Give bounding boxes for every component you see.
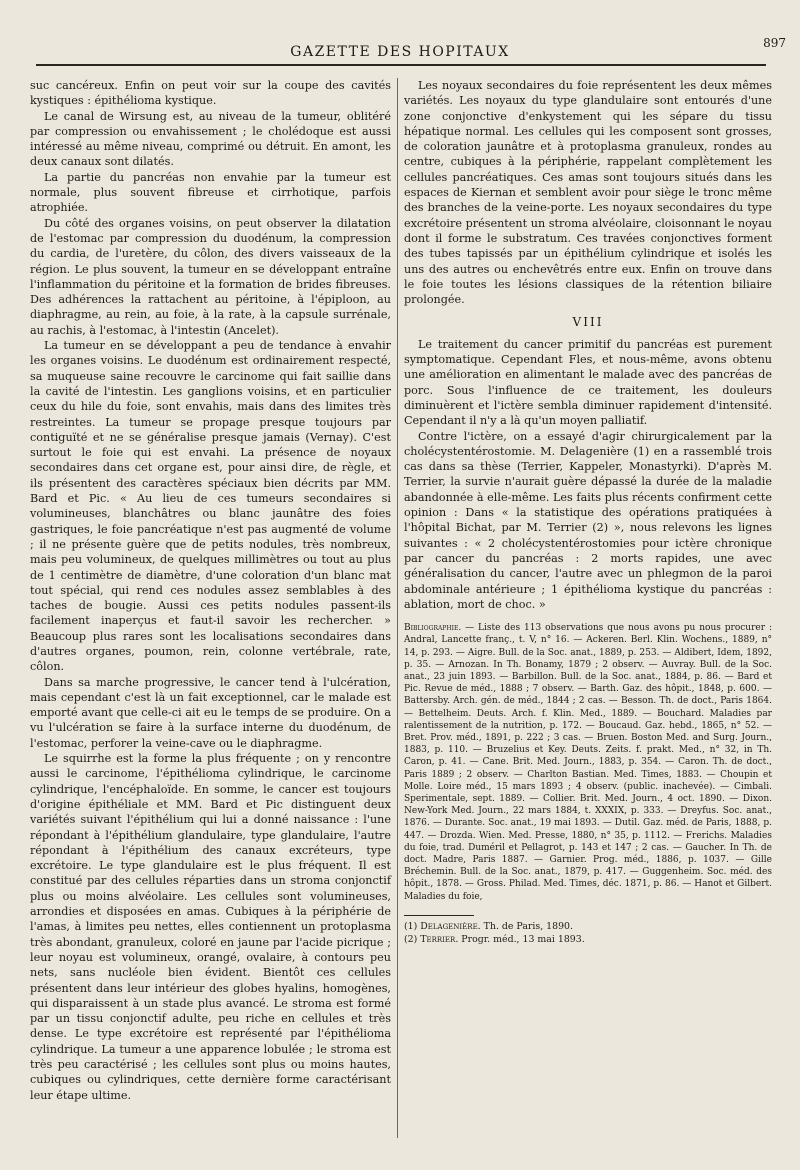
left-paragraph-6: Dans sa marche progressive, le cancer tend à l'ulcération, mais cependant c'est là un fait exceptionnel, car le malade est emporté avant que celle-ci ait eu le temps de se produire. On a vu l'ulcération se faire à la surface interne du duodénum, de l'estomac, perforer la veine-cave ou le diaphragme. xyxy=(30,675,391,750)
footnote-text: Th. de Paris, 1890. xyxy=(483,920,574,932)
left-paragraph-1: suc cancéreux. Enfin on peut voir sur la coupe des cavités kystiques : épithélioma kystique. xyxy=(30,79,391,108)
right-paragraph-1: Les noyaux secondaires du foie représentent les deux mêmes variétés. Les noyaux du type glandulaire sont entourés d'une zone conjonctive d'enkystement qui les sépare du tissu hépatique normal. Les cellules qui les composent sont grosses, de coloration jaunâtre et à protoplasma granuleux, rondes au centre, cubiques à la périphérie, rappelant complètement les cellules pancréatiques. Ces amas sont toujours situés dans les espaces de Kiernan et semblent avoir pour siège le tronc même des branches de la veine-porte. Les noyaux secondaires du type excrétoire présentent un stroma alvéolaire, cloisonnant le noyau dont il forme le substratum. Ces travées conjonctives forment des tubes tapissés par un épithélium cylindrique et isolés les uns des autres ou enchevêtrés entre eux. Enfin on trouve dans le foie toutes les lésions classiques de la rétention biliaire prolongée. xyxy=(404,79,772,307)
right-paragraph-3: Contre l'ictère, on a essayé d'agir chirurgicalement par la cholécystentérostomie. M. Delagenière (1) en a rassemblé trois cas dans sa thèse (Terrier, Kappeler, Monastyrki). D'après M. Terrier, la survie n'aurait guère dépassé la durée de la maladie abandonnée à elle-même. Les faits plus récents confirment cette opinion : Dans « la statistique des opérations pratiquées à l'hôpital Bichat, par M. Terrier (2) », nous relevons les lignes suivantes : « 2 cholécystentérostomies pour ictère chronique par cancer du pancréas : 2 morts rapides, une avec généralisation du cancer, l'autre avec un phlegmon de la paroi abdominale antérieure ; 1 épithélioma kystique du pancréas : ablation, mort de choc. » xyxy=(404,429,772,611)
footnote-1 xyxy=(404,920,772,933)
page-number: 897 xyxy=(763,36,786,50)
left-paragraph-7: Le squirrhe est la forme la plus fréquente ; on y rencontre aussi le carcinome, l'épithélioma cylindrique, le carcinome cylindrique, l'encéphaloïde. En somme, le cancer est toujours d'origine épithéliale et MM. Bard et Pic distinguent deux variétés suivant l'épithélium qui lui a donné naissance : l'une répondant à l'épithélium glandulaire, type glandulaire, l'autre répondant à l'épithélium des canaux excréteurs, type excrétoire. Le type glandulaire est le plus fréquent. Il est constitué par des cellules réparties dans un stroma conjonctif plus ou moins alvéolaire. Les cellules sont volumineuses, arrondies et disposées en amas. Cubiques à la périphérie de l'amas, à limites peu nettes, elles contiennent un protoplasma très abondant, granuleux, coloré en jaune par l'acide picrique ; leur noyau est volumineux, orangé, ovalaire, à contours peu nets, sans nucléole bien évident. Bientôt ces cellules présentent dans leur intérieur des globes hyalins, homogènes, qui disparaissent à un stade plus avancé. Le stroma est formé par un tissu conjonctif adulte, peu riche en cellules et très dense. Le type excrétoire est représenté par l'épithélioma cylindrique. La tumeur a une apparence lobulée ; le stroma est très peu caractérisé ; les cellules sont plus ou moins hautes, cubiques ou cylindriques, cette dernière forme caractérisant leur étape ultime. xyxy=(30,752,391,1102)
column-divider xyxy=(397,78,398,1138)
right-column xyxy=(404,78,772,946)
footnote-rule xyxy=(404,915,474,916)
bibliography-text: — Liste des 113 observations que nous avons pu nous procurer : Andral, Lancette franç., t. V, n° 16. — Ackeren. Berl. Klin. Wochens., 1889, n° 14, p. 293. — Aigre. Bull. de la Soc. anat., 1889, p. 253. — Aldibert, Idem, 1892, p. 35. — Arnozan. In Th. Bonamy, 1879 ; 2 observ. — Auvray. Bull. de la Soc. anat., 23 juin 1893. — Barbillon. Bull. de la Soc. anat., 1884, p. 86. — Bard et Pic. Revue de méd., 1888 ; 7 observ. — Barth. Gaz. des hôpit., 1848, p. 600. — Battersby. Arch. gén. de méd., 1844 ; 2 cas. — Besson. Th. de doct., Paris 1864. — Bettelheim. Deuts. Arch. f. Klin. Med., 1889. — Bouchard. Maladies par ralentissement de la nutrition, p. 172. — Boucaud. Gaz. hebd., 1865, n° 52. — Bret. Prov. méd., 1891, p. 222 ; 3 cas. — Bruen. Boston Med. and Surg. Journ., 1883, p. 110. — Bruzelius et Key. Deuts. Zeits. f. prakt. Med., n° 32, in Th. Caron, p. 41. — Cane. Brit. Med. Journ., 1883, p. 354. — Caron. Th. de doct., Paris 1889 ; 2 observ. — Charlton Bastian. Med. Times, 1883. — Choupin et Molle. Loire méd., 15 mars 1893 ; 4 observ. (public. inachevée). — Cimbali. Sperimentale, sept. 1889. — Collier. Brit. Med. Journ., 4 oct. 1890. — Dixon. New-York Med. Journ., 22 mars 1884, t. XXXIX, p. 333. — Dreyfus. Soc. anat., 1876. — Durante. Soc. anat., 19 mai 1893. — Dutil. Gaz. méd. de Paris, 1888, p. 447. — Drozda. Wien. Med. Presse, 1880, n° 35, p. 1112. — Frerichs. Maladies du foie, trad. Duméril et Pellagrot, p. 143 et 147 ; 2 cas. — Gaucher. In Th. de doct. Madre, Paris 1887. — Garnier. Prog. méd., 1886, p. 1037. — Gille Bréchemin. Bull. de la Soc. anat., 1879, p. 417. — Guggenheim. Soc. méd. des hôpit., 1878. — Gross. Philad. Med. Times, déc. 1871, p. 86. — Hanot et Gilbert. Maladies du foie, xyxy=(404,623,772,902)
left-paragraph-2: Le canal de Wirsung est, au niveau de la tumeur, oblitéré par compression ou envahissement ; le cholédoque est aussi intéressé au même niveau, comprimé ou détruit. En amont, les deux canaux sont dilatés. xyxy=(30,109,391,169)
left-paragraph-4: Du côté des organes voisins, on peut observer la dilatation de l'estomac par compression du duodénum, la compression du cardia, de l'uretère, du côlon, des divers vaisseaux de la région. Le plus souvent, la tumeur en se développant entraîne l'inflammation du péritoine et la formation de brides fibreuses. Des adhérences la rattachent au péritoine, à l'épiploon, au diaphragme, au rein, au foie, à la rate, à la capsule surrénale, au rachis, à l'estomac, à l'intestin (Ancelet). xyxy=(30,216,391,337)
left-column xyxy=(30,78,391,1103)
page-header-title: GAZETTE DES HOPITAUX xyxy=(290,44,510,60)
footnote-2 xyxy=(404,933,772,946)
section-heading: VIII xyxy=(572,315,604,330)
footnote-marker: (1) xyxy=(404,920,418,932)
footnote-author: Delagenière. xyxy=(420,920,481,932)
right-paragraph-2: Le traitement du cancer primitif du pancréas est purement symptomatique. Cependant Fles, et nous-même, avons obtenu une amélioration en alimentant le malade avec des pancréas de porc. Sous l'influence de ce traitement, les douleurs diminuèrent et l'ictère sembla diminuer rapidement d'intensité. Cependant il n'y a là qu'un moyen palliatif. xyxy=(404,337,772,428)
footnote-marker: (2) xyxy=(404,933,418,945)
left-paragraph-3: La partie du pancréas non envahie par la tumeur est normale, plus souvent fibreuse et cirrhotique, parfois atrophiée. xyxy=(30,170,391,215)
bibliography-label: Bibliographie. xyxy=(404,623,462,634)
header-rule xyxy=(36,64,766,66)
left-paragraph-5: La tumeur en se développant a peu de tendance à envahir les organes voisins. Le duodénum est ordinairement respecté, sa muqueuse saine recouvre le carcinome qui fait saillie dans la cavité de l'intestin. Les ganglions voisins, et en particulier ceux du hile du foie, sont envahis, mais dans des limites très restreintes. La tumeur se propage presque toujours par contiguïté et ne se généralise presque jamais (Vernay). C'est surtout le foie qui est envahi. La présence de noyaux secondaires dans cet organe est, pour ainsi dire, de règle, et ils présentent des caractères spéciaux bien décrits par MM. Bard et Pic. « Au lieu de ces tumeurs secondaires si volumineuses, blanchâtres ou blanc jaunâtre des foies gastriques, le foie pancréatique n'est pas augmenté de volume ; il ne présente guère que de petits nodules, très nombreux, mais peu volumineux, de quelques millimètres ou tout au plus de 1 centimètre de diamètre, d'une coloration d'un blanc mat tout spécial, qui rend ces nodules assez semblables à des taches de bougie. Aussi ces petits nodules passent-ils facilement inaperçus et faut-il savoir les rechercher. » Beaucoup plus rares sont les localisations secondaires dans d'autres organes, poumon, rein, colonne vertébrale, rate, côlon. xyxy=(30,339,391,674)
footnote-author: Terrier. xyxy=(420,933,459,945)
footnote-text: Progr. méd., 13 mai 1893. xyxy=(461,933,585,945)
bibliography xyxy=(404,622,772,903)
